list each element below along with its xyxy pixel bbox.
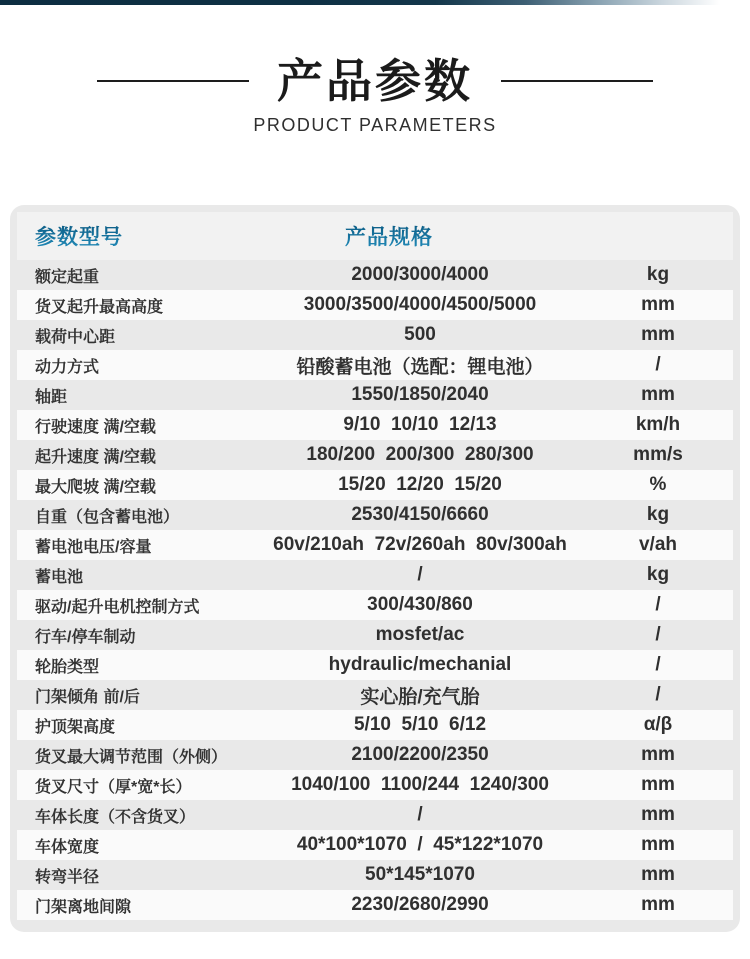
row-unit: v/ah <box>638 534 678 555</box>
row-unit: mm <box>641 744 675 765</box>
row-label: 额定起重 <box>35 268 100 286</box>
row-unit: % <box>649 474 667 495</box>
row-value: 15/20 12/20 15/20 <box>338 474 502 495</box>
header-spec-column: 产品规格 <box>257 221 583 251</box>
row-label: 货叉起升最高高度 <box>35 298 164 316</box>
row-label: 护顶架高度 <box>35 718 116 736</box>
row-value: 实心胎/充气胎 <box>360 686 480 708</box>
table-row <box>17 470 733 500</box>
row-label: 蓄电池 <box>35 568 84 586</box>
table-row <box>17 380 733 410</box>
table-row <box>17 590 733 620</box>
row-value: 2230/2680/2990 <box>351 894 489 915</box>
table-row <box>17 410 733 440</box>
row-label: 货叉最大调节范围（外侧） <box>35 748 228 766</box>
row-unit: / <box>655 684 661 705</box>
row-label: 轴距 <box>35 388 68 406</box>
row-label: 自重（包含蓄电池） <box>35 508 180 526</box>
row-value: 1550/1850/2040 <box>351 384 489 405</box>
table-row <box>17 740 733 770</box>
row-value: 2530/4150/6660 <box>351 504 489 525</box>
row-label: 行车/停车制动 <box>35 628 136 646</box>
row-value: / <box>417 564 423 585</box>
row-unit: / <box>655 654 661 675</box>
row-label: 门架离地间隙 <box>35 898 132 916</box>
table-row <box>17 770 733 800</box>
row-value: 180/200 200/300 280/300 <box>306 444 534 465</box>
table-row <box>17 530 733 560</box>
row-unit: kg <box>646 504 670 525</box>
table-row <box>17 440 733 470</box>
table-row <box>17 650 733 680</box>
row-value: 5/10 5/10 6/12 <box>353 714 487 735</box>
row-unit: mm <box>641 834 675 855</box>
row-label: 车体宽度 <box>35 838 100 856</box>
row-unit: / <box>655 624 661 645</box>
row-unit: km/h <box>635 414 681 435</box>
row-unit: kg <box>646 564 670 585</box>
row-value: 300/430/860 <box>367 594 473 615</box>
page-title: 产品参数 <box>277 55 473 107</box>
row-unit: mm <box>641 774 675 795</box>
row-unit: kg <box>646 264 670 285</box>
table-row <box>17 620 733 650</box>
row-unit: mm <box>641 894 675 915</box>
row-value: 铅酸蓄电池（选配：锂电池） <box>296 356 544 378</box>
parameters-table <box>10 205 740 932</box>
table-row <box>17 680 733 710</box>
row-value: 60v/210ah 72v/260ah 80v/300ah <box>273 534 567 555</box>
row-label: 货叉尺寸（厚*宽*长） <box>35 778 192 796</box>
page-subtitle: PRODUCT PARAMETERS <box>253 115 497 135</box>
table-row <box>17 260 733 290</box>
row-unit: α/β <box>643 714 673 735</box>
row-value: / <box>417 804 423 825</box>
table-row <box>17 320 733 350</box>
title-right-line <box>501 80 653 82</box>
row-value: 9/10 10/10 12/13 <box>343 414 497 435</box>
row-value: 50*145*1070 <box>365 864 475 885</box>
table-row <box>17 860 733 890</box>
table-row <box>17 800 733 830</box>
row-unit: mm <box>641 294 675 315</box>
top-accent-bar <box>0 0 750 5</box>
row-value: 500 <box>404 324 436 345</box>
row-value: 2000/3000/4000 <box>351 264 489 285</box>
row-unit: mm <box>641 324 675 345</box>
table-header-row <box>17 212 733 260</box>
row-unit: mm <box>641 864 675 885</box>
row-label: 门架倾角 前/后 <box>35 688 140 706</box>
row-value: 1040/100 1100/244 1240/300 <box>291 774 549 795</box>
row-unit: mm <box>641 384 675 405</box>
table-row <box>17 710 733 740</box>
row-unit: mm/s <box>633 444 683 465</box>
row-value: hydraulic/mechanial <box>328 654 512 675</box>
row-label: 车体长度（不含货叉） <box>35 808 196 826</box>
row-label: 轮胎类型 <box>35 658 100 676</box>
row-value: mosfet/ac <box>375 624 465 645</box>
table-row <box>17 350 733 380</box>
header-param-column: 参数型号 <box>17 221 257 251</box>
row-unit: / <box>655 354 661 375</box>
title-left-line <box>97 80 249 82</box>
row-value: 3000/3500/4000/4500/5000 <box>303 294 537 315</box>
table-body <box>17 260 733 920</box>
row-label: 动力方式 <box>35 358 100 376</box>
row-unit: mm <box>641 804 675 825</box>
table-row <box>17 290 733 320</box>
row-label: 最大爬坡 满/空载 <box>35 478 156 496</box>
table-row <box>17 500 733 530</box>
table-row <box>17 830 733 860</box>
row-label: 驱动/起升电机控制方式 <box>35 598 200 616</box>
row-label: 载荷中心距 <box>35 328 116 346</box>
row-value: 2100/2200/2350 <box>351 744 489 765</box>
row-label: 蓄电池电压/容量 <box>35 538 152 556</box>
row-label: 转弯半径 <box>35 868 100 886</box>
table-row <box>17 560 733 590</box>
row-label: 起升速度 满/空载 <box>35 448 156 466</box>
table-row <box>17 890 733 920</box>
row-unit: / <box>655 594 661 615</box>
row-value: 40*100*1070 / 45*122*1070 <box>296 834 544 855</box>
title-section <box>0 51 750 137</box>
row-label: 行驶速度 满/空载 <box>35 418 156 436</box>
